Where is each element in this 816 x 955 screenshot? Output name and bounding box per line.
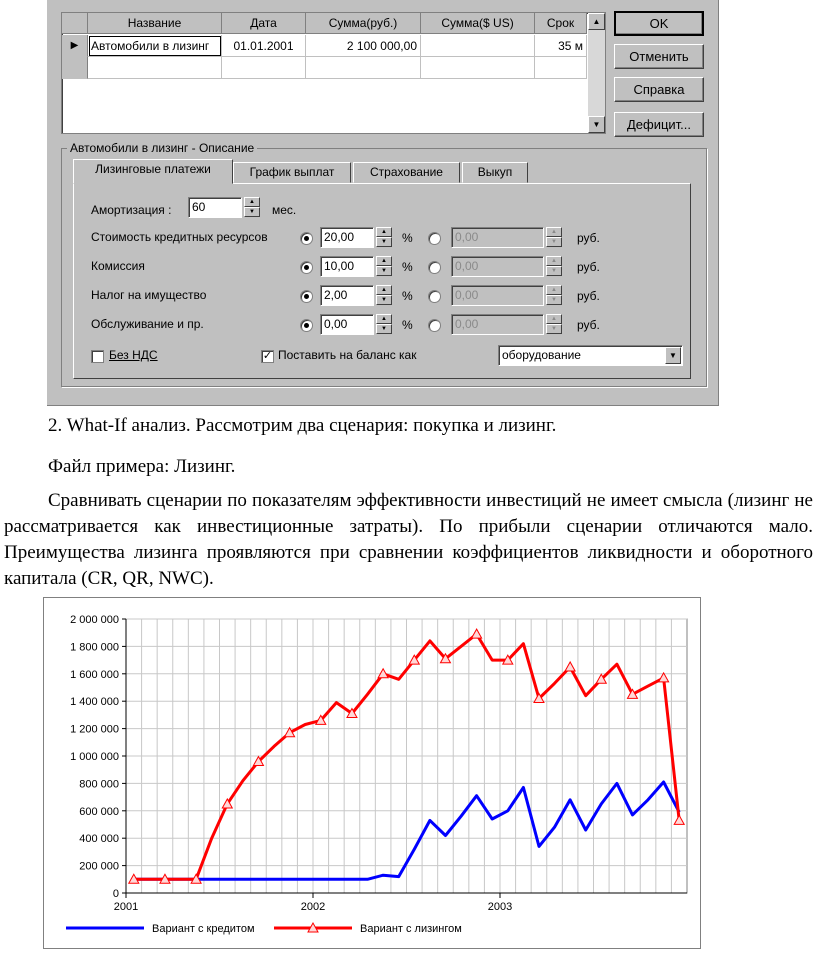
param-label-commission: Комиссия: [91, 259, 145, 273]
table-row[interactable]: [62, 35, 587, 57]
body-paragraph: Сравнивать сценарии по показателям эффективности инвестиций не имеет смысла (лизинг не рассматривается как инвестиционные затраты). По прибыли сценарии отличаются мало. Преимущества лизинга проявляются при сравнении коэффициентов ликвидности и оборотного капитала (CR, QR, NWC).: [4, 490, 813, 589]
column-header-sum-rub[interactable]: Сумма(руб.): [306, 13, 421, 34]
scroll-down-icon[interactable]: ▼: [588, 116, 605, 133]
rub-unit: руб.: [577, 231, 600, 245]
y-tick-label: 1 200 000: [70, 723, 119, 736]
credit-cost-percent-input[interactable]: 20,00: [320, 227, 374, 248]
spin-down-icon: ▼: [546, 237, 562, 247]
cancel-button[interactable]: Отменить: [614, 44, 704, 69]
x-tick-label: 2003: [487, 901, 513, 913]
column-header-date[interactable]: Дата: [222, 13, 306, 34]
y-tick-label: 800 000: [79, 778, 119, 791]
spin-up-icon[interactable]: ▲: [376, 227, 392, 237]
spin-up-icon: ▲: [546, 314, 562, 324]
comparison-chart: [43, 597, 701, 949]
spin-up-icon[interactable]: ▲: [376, 256, 392, 266]
tab-insurance[interactable]: Страхование: [353, 162, 460, 183]
tab-payment-schedule[interactable]: График выплат: [233, 162, 351, 183]
on-balance-checkbox[interactable]: ✓: [262, 350, 273, 362]
radio-property-tax-rub[interactable]: [428, 290, 441, 303]
credit-cost-rub-spinner: [546, 227, 562, 248]
rub-unit: руб.: [577, 318, 600, 332]
spin-up-icon: ▲: [546, 285, 562, 295]
property-tax-rub-spinner: [546, 285, 562, 306]
spin-down-icon: ▼: [546, 324, 562, 334]
cell-sum-usd[interactable]: [421, 35, 535, 57]
service-percent-input[interactable]: 0,00: [320, 314, 374, 335]
cell-empty[interactable]: [222, 57, 306, 79]
grid-vertical-scrollbar[interactable]: [588, 13, 605, 133]
spin-up-icon[interactable]: ▲: [244, 197, 260, 207]
radio-service-percent[interactable]: [300, 319, 313, 332]
leasing-dialog: [47, 0, 719, 406]
percent-unit: %: [402, 318, 413, 332]
balance-type-select[interactable]: [498, 345, 683, 366]
legend-label-2: Вариант с лизингом: [360, 923, 462, 935]
scroll-up-icon[interactable]: ▲: [588, 13, 605, 30]
y-tick-label: 200 000: [79, 860, 119, 873]
amortization-spinner[interactable]: [244, 197, 260, 218]
y-tick-label: 1 000 000: [70, 751, 119, 763]
legend-label-1: Вариант с кредитом: [152, 923, 255, 935]
y-tick-label: 400 000: [79, 833, 119, 846]
spin-down-icon: ▼: [546, 295, 562, 305]
x-tick-label: 2001: [113, 901, 139, 913]
service-rub-input: 0,00: [451, 314, 544, 335]
on-balance-label[interactable]: Поставить на баланс как: [278, 348, 417, 362]
service-percent-spinner[interactable]: [376, 314, 392, 335]
chevron-down-icon[interactable]: ▼: [665, 347, 681, 364]
example-file-line: Файл примера: Лизинг.: [48, 456, 236, 477]
column-header-name[interactable]: Название: [88, 13, 222, 34]
percent-unit: %: [402, 260, 413, 274]
spin-down-icon[interactable]: ▼: [244, 207, 260, 217]
tab-leasing-payments[interactable]: Лизинговые платежи: [73, 159, 233, 184]
commission-percent-input[interactable]: 10,00: [320, 256, 374, 277]
cell-empty[interactable]: [88, 57, 222, 79]
credit-cost-rub-input: 0,00: [451, 227, 544, 248]
cell-name[interactable]: Автомобили в лизинг: [88, 35, 222, 57]
commission-rub-spinner: [546, 256, 562, 277]
no-vat-label[interactable]: Без НДС: [109, 348, 158, 362]
param-label-service: Обслуживание и пр.: [91, 317, 204, 331]
row-selector-arrow-icon[interactable]: ▶: [62, 35, 88, 57]
cell-empty[interactable]: [306, 57, 421, 79]
table-row-empty[interactable]: [62, 57, 587, 79]
spin-up-icon[interactable]: ▲: [376, 285, 392, 295]
leasing-grid[interactable]: [61, 12, 606, 134]
y-tick-label: 600 000: [79, 805, 119, 818]
help-button[interactable]: Справка: [614, 77, 704, 102]
property-tax-percent-input[interactable]: 2,00: [320, 285, 374, 306]
spin-down-icon: ▼: [546, 266, 562, 276]
amortization-label: Амортизация :: [91, 203, 172, 217]
row-selector[interactable]: [62, 57, 88, 79]
property-tax-rub-input: 0,00: [451, 285, 544, 306]
credit-cost-percent-spinner[interactable]: [376, 227, 392, 248]
param-label-property-tax: Налог на имущество: [91, 288, 207, 302]
y-tick-label: 1 800 000: [70, 641, 119, 654]
spin-down-icon[interactable]: ▼: [376, 237, 392, 247]
cell-empty[interactable]: [421, 57, 535, 79]
column-header-sum-usd[interactable]: Сумма($ US): [421, 13, 535, 34]
y-tick-label: 2 000 000: [70, 614, 119, 626]
cell-term[interactable]: 35 м: [535, 35, 587, 57]
spin-up-icon[interactable]: ▲: [376, 314, 392, 324]
radio-credit-cost-rub[interactable]: [428, 232, 441, 245]
no-vat-checkbox[interactable]: [91, 350, 104, 363]
tab-buyout[interactable]: Выкуп: [462, 162, 528, 183]
spin-down-icon[interactable]: ▼: [376, 266, 392, 276]
spin-up-icon: ▲: [546, 256, 562, 266]
spin-up-icon: ▲: [546, 227, 562, 237]
radio-property-tax-percent[interactable]: [300, 290, 313, 303]
spin-down-icon[interactable]: ▼: [376, 324, 392, 334]
grid-header: [62, 13, 587, 34]
percent-unit: %: [402, 231, 413, 245]
cell-date[interactable]: 01.01.2001: [222, 35, 306, 57]
column-header-term[interactable]: Срок: [535, 13, 587, 34]
amortization-input[interactable]: 60: [188, 197, 242, 218]
deficit-button[interactable]: Дефицит...: [614, 112, 704, 137]
radio-commission-percent[interactable]: [300, 261, 313, 274]
commission-rub-input: 0,00: [451, 256, 544, 277]
spin-down-icon[interactable]: ▼: [376, 295, 392, 305]
grid-corner: [62, 13, 88, 34]
section-heading: 2. What-If анализ. Рассмотрим два сценария: покупка и лизинг.: [48, 415, 557, 436]
radio-commission-rub[interactable]: [428, 261, 441, 274]
chart-svg: [44, 598, 700, 948]
commission-percent-spinner[interactable]: [376, 256, 392, 277]
property-tax-percent-spinner[interactable]: [376, 285, 392, 306]
rub-unit: руб.: [577, 289, 600, 303]
y-tick-label: 1 400 000: [70, 696, 119, 709]
group-title: Автомобили в лизинг - Описание: [67, 141, 257, 155]
ok-button[interactable]: OK: [614, 11, 704, 36]
radio-service-rub[interactable]: [428, 319, 441, 332]
y-tick-label: 0: [112, 888, 119, 900]
y-tick-label: 1 600 000: [70, 668, 119, 681]
service-rub-spinner: [546, 314, 562, 335]
param-label-credit-cost: Стоимость кредитных ресурсов: [91, 230, 268, 244]
amortization-unit: мес.: [272, 203, 297, 217]
percent-unit: %: [402, 289, 413, 303]
balance-type-value: оборудование: [502, 348, 581, 362]
radio-credit-cost-percent[interactable]: [300, 232, 313, 245]
cell-empty[interactable]: [535, 57, 587, 79]
rub-unit: руб.: [577, 260, 600, 274]
cell-sum-rub[interactable]: 2 100 000,00: [306, 35, 421, 57]
x-tick-label: 2002: [300, 901, 326, 913]
